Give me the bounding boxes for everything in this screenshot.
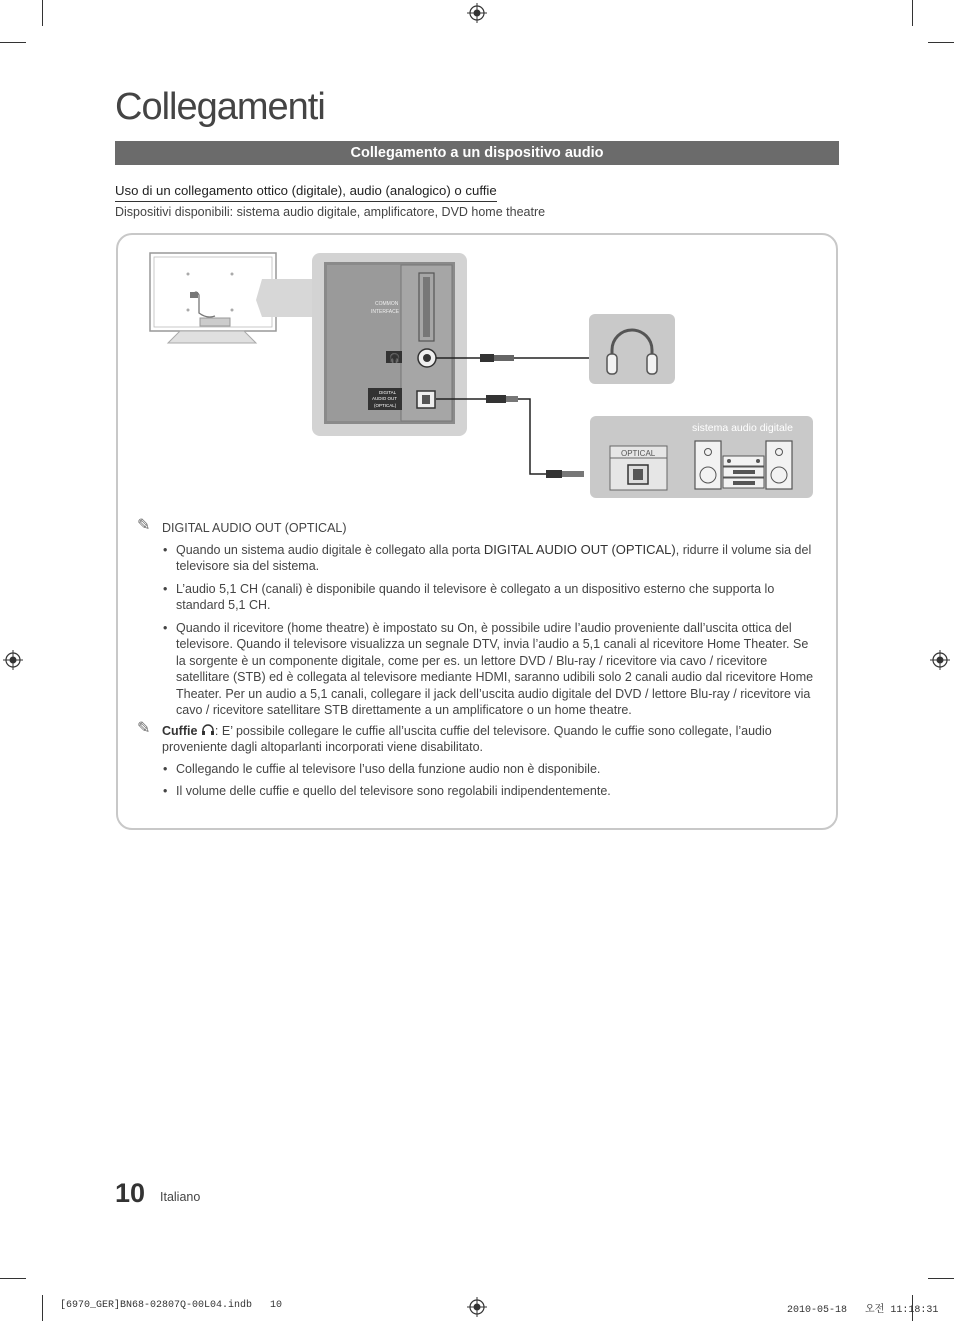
svg-text:🎧: 🎧 [389,354,401,364]
audio-system-label: sistema audio digitale [692,422,793,434]
note-pencil-icon: ✎ [137,517,151,534]
notes-section [137,517,817,806]
page-language: Italiano [160,1190,201,1204]
list-item: • Collegando le cuffie al televisore l’uso della funzione audio non è disponibile. [161,761,817,778]
list-item: • Il volume delle cuffie e quello del televisore sono regolabili indipendentemente. [161,783,817,800]
list-item: • L’audio 5,1 CH (canali) è disponibile quando il televisore è collegato a un dispositivo esterno che supporta lo standard 5,1 CH. [161,581,817,614]
bullet-emphasis: DIGITAL AUDIO OUT (OPTICAL) [483,541,676,557]
section-title-bar: Collegamento a un dispositivo audio [115,141,839,165]
page-title: Collegamenti [115,86,325,128]
page-number: 10 [115,1178,146,1208]
registration-mark-icon [930,650,950,670]
connection-diagram [0,0,954,520]
crop-mark [0,1278,26,1279]
registration-mark-icon [467,1297,487,1317]
file-info: [6970_GER]BN68-02807Q-00L04.indb 10 [60,1300,283,1311]
list-item: • Quando il ricevitore (home theatre) è impostato su On, è possibile udire l’audio proveniente dall’uscita ottica del televisore. Quando il televisore visualizza un segnale DTV, invia l’audio a 5,1 canali al ricevitore Home Theater. Se la sorgente è un componente digitale, come per es. un lettore DVD / Blu-ray / ricevitore via cavo / ricevitore satellitare (STB) ed è collegata al televisore mediante HDMI, saranno udibili solo 2 canali audio dal ricevitore Home Theater. Per un audio a 5,1 canali, collegare il jack dell’uscita audio digitale del DVD / lettore Blu-ray / ricevitore via cavo / ricevitore satellitare STB direttamente a un amplificatore o un home theatre. [161,620,817,719]
common-label-2: INTERFACE [371,309,400,315]
note-headphones-title: Cuffie [162,723,198,738]
headphone-small-icon [201,724,215,736]
headphone-bullets [161,761,817,800]
note-headphones [137,719,817,756]
print-timestamp: 2010-05-18 오전 11:18:31 [787,1305,939,1316]
note-headphones-text: : E’ possibile collegare le cuffie all’uscita cuffie del televisore. Quando le cuffie sono collegate, l’audio proveniente dagli altoparlanti incorporati viene disabilitato. [162,723,772,754]
common-label-1: COMMON [375,301,399,307]
subheading: Uso di un collegamento ottico (digitale), audio (analogico) o cuffie [115,183,497,202]
bullet-text: Quando un sistema audio digitale è collegato alla porta [176,542,484,557]
crop-mark [928,1278,954,1279]
headphones-box [589,314,675,384]
registration-mark-icon [3,650,23,670]
list-item [161,542,817,575]
note-optical-title: DIGITAL AUDIO OUT (OPTICAL) [162,521,347,535]
digital-label-2: AUDIO OUT [372,396,398,401]
optical-bullets [161,542,817,719]
crop-mark [42,1295,43,1321]
note-pencil-icon: ✎ [137,719,151,737]
digital-label-1: DIGITAL [379,390,397,395]
available-devices-text: Dispositivi disponibili: sistema audio digitale, amplificatore, DVD home theatre [115,205,546,219]
note-optical [137,517,817,537]
optical-input-label: OPTICAL [621,449,656,458]
digital-label-3: (OPTICAL) [374,403,397,408]
bullet-text: , ridurre il volume sia del televisore sia del sistema. [176,542,812,573]
